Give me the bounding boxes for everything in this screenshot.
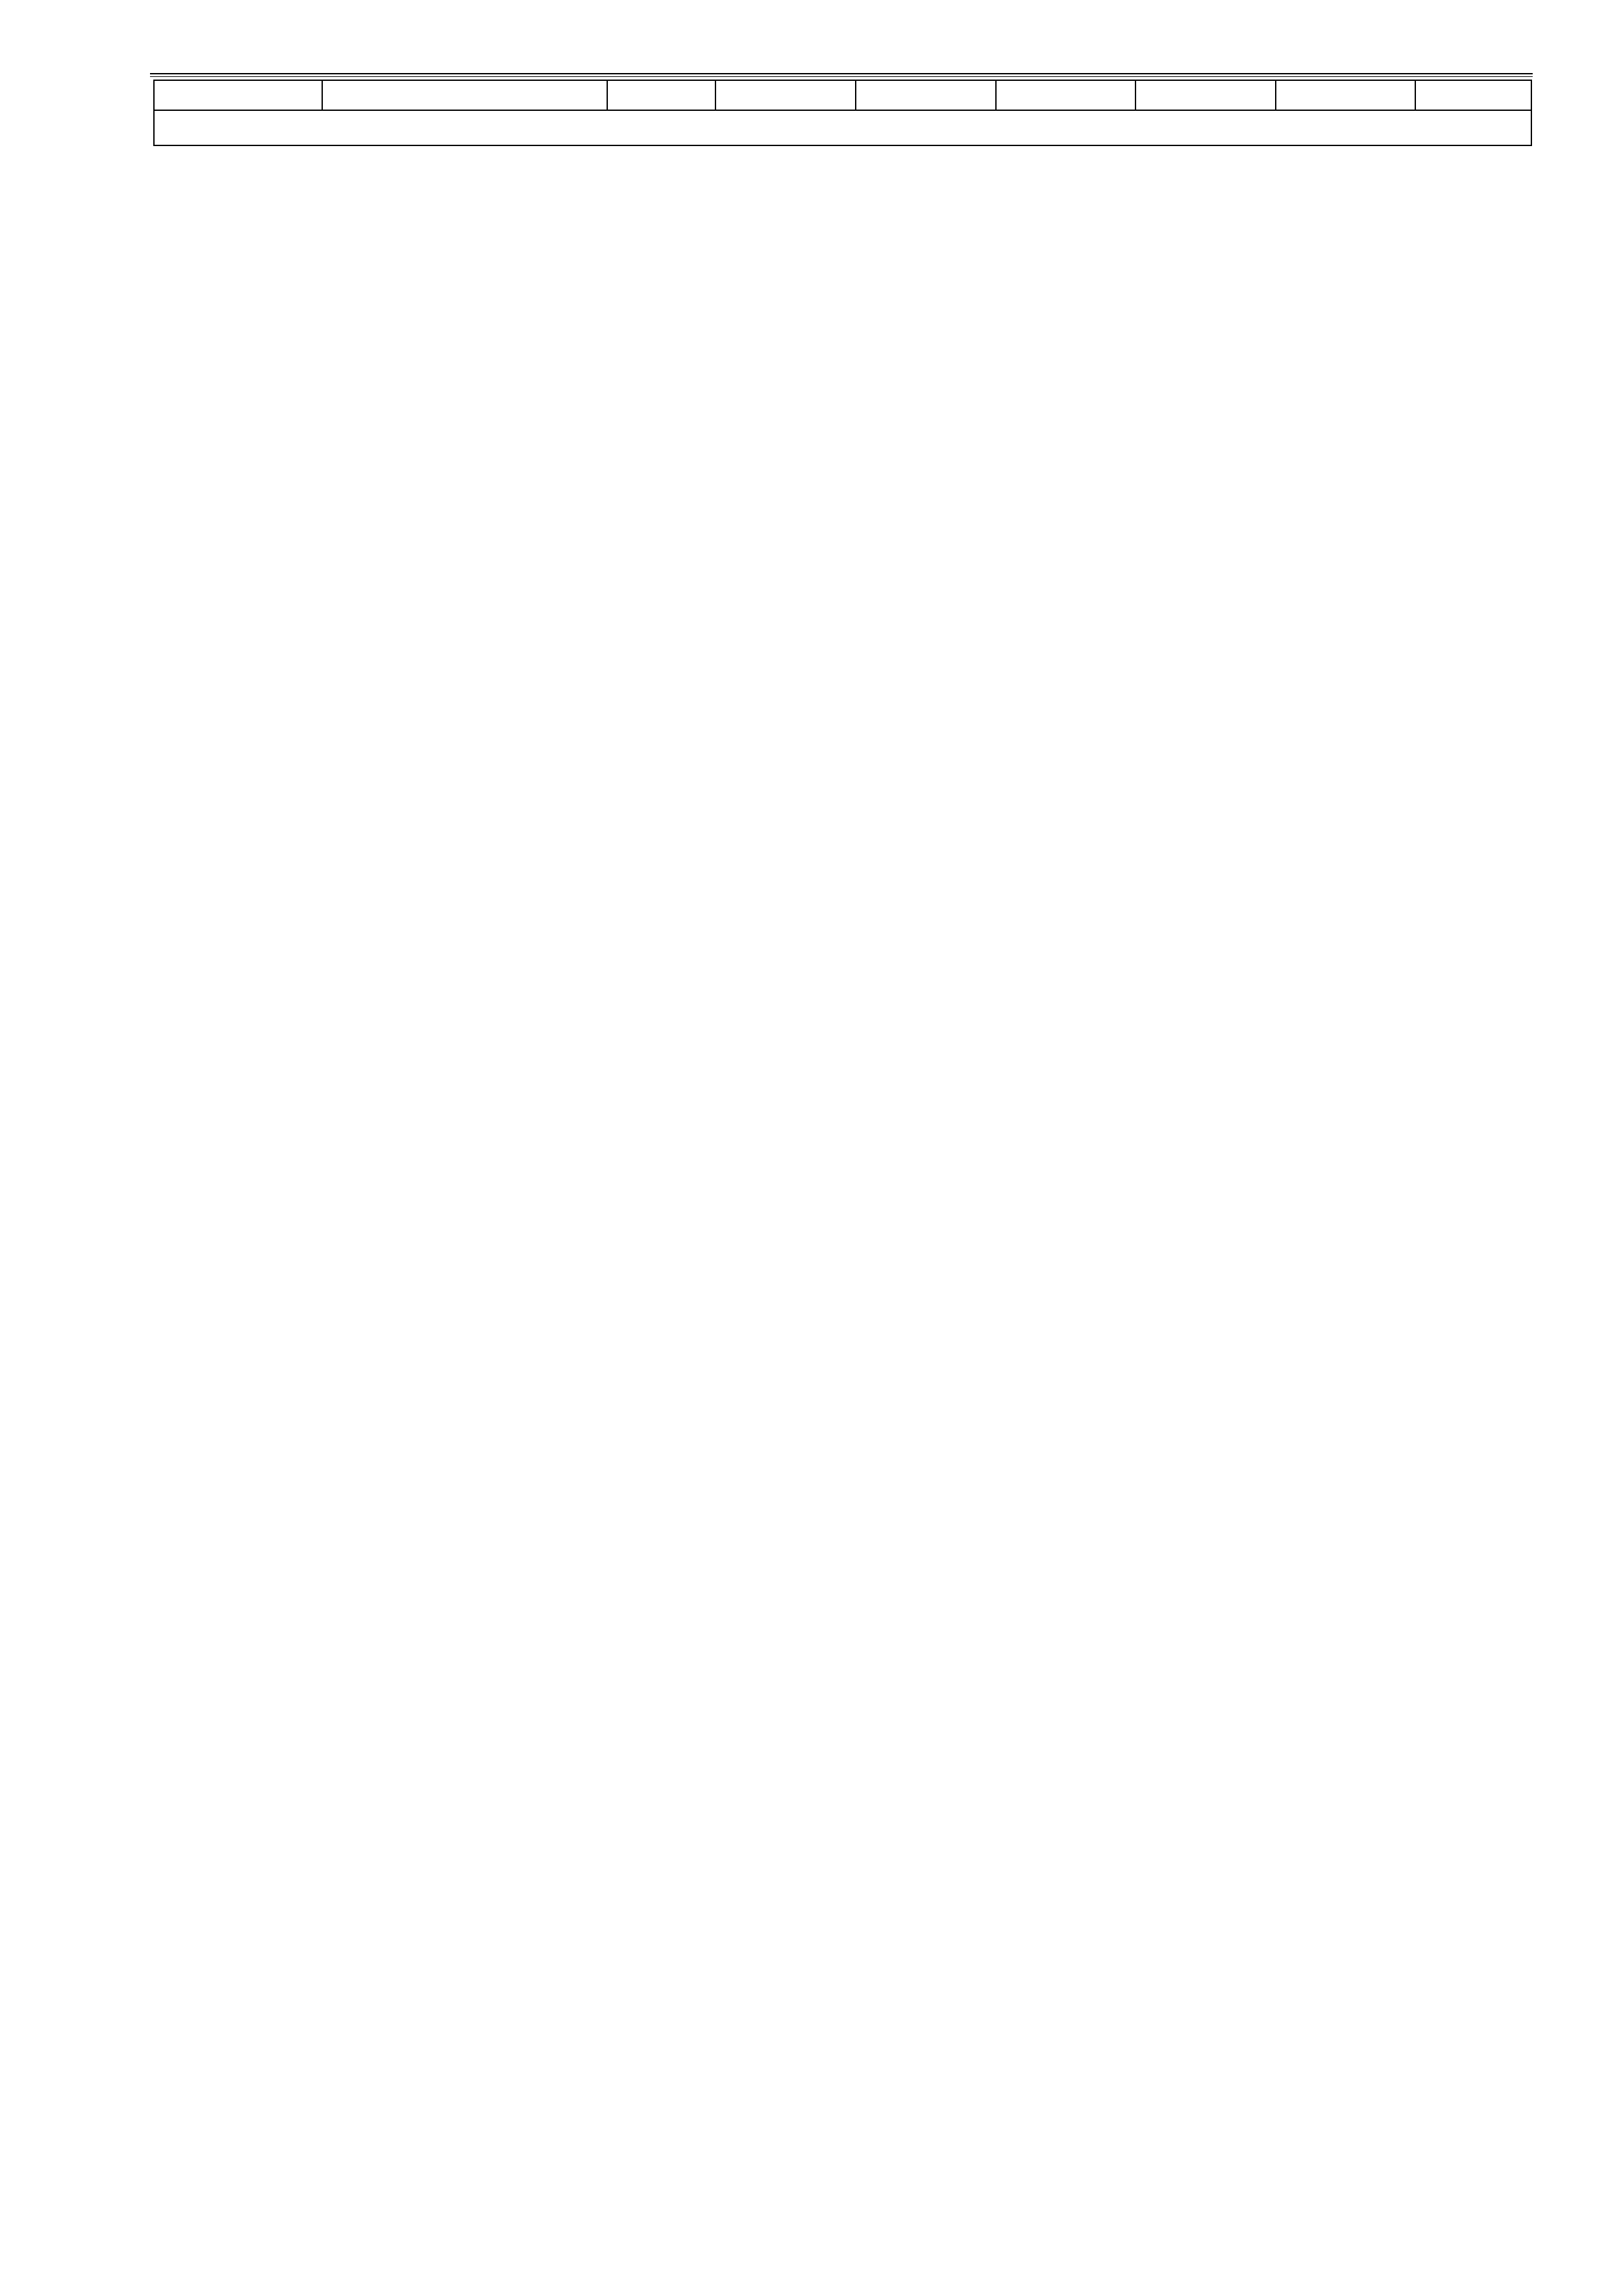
section-title xyxy=(154,110,1531,145)
column-number xyxy=(322,80,607,110)
header-rule xyxy=(150,73,1533,74)
rates-table xyxy=(153,80,1532,146)
column-number xyxy=(607,80,715,110)
section-row xyxy=(154,110,1531,145)
column-number xyxy=(996,80,1135,110)
header-rule xyxy=(150,76,1533,77)
column-number xyxy=(715,80,856,110)
column-number xyxy=(1415,80,1531,110)
column-number xyxy=(1276,80,1415,110)
column-number xyxy=(856,80,996,110)
column-number-row xyxy=(154,80,1531,110)
column-number xyxy=(1135,80,1276,110)
column-number xyxy=(154,80,322,110)
